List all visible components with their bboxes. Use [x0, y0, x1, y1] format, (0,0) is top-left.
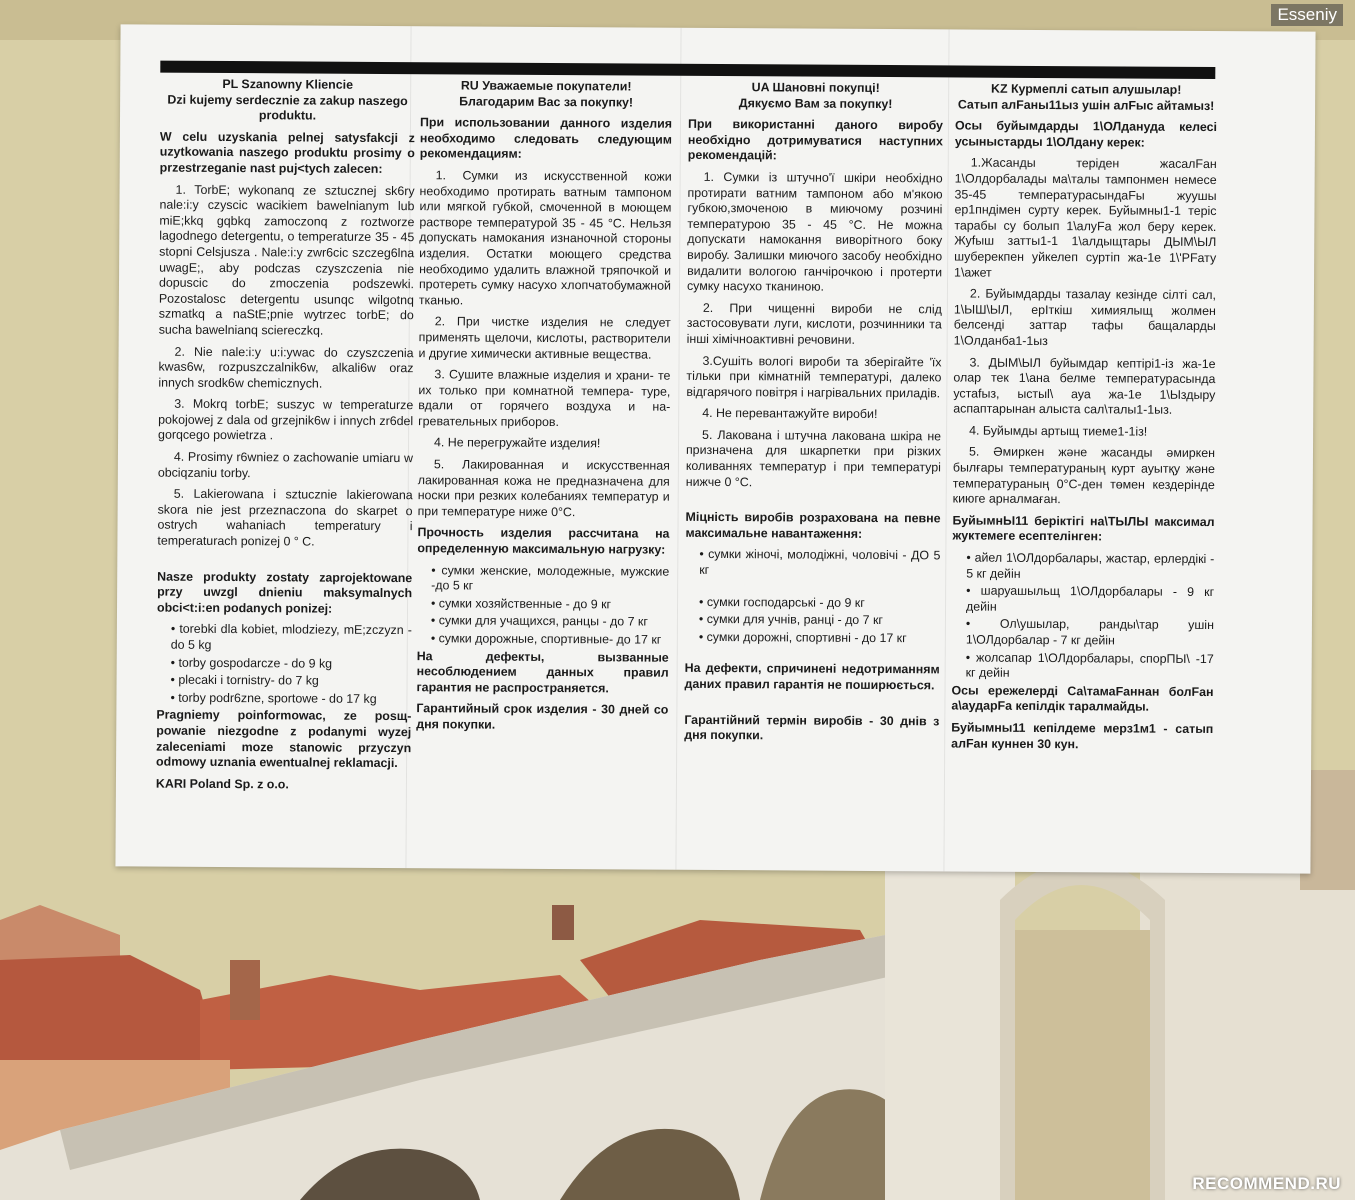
column-heading: PL Szanowny Kliencie — [222, 76, 354, 92]
capacity-item: • сумки дорожні, спортивні - до 17 кг — [698, 629, 907, 645]
capacity-title: Nasze produkty zostaty zaprojektowane przy uwzgl dnieniu maksymalnych obci<t:i:en podanych ponizej: — [156, 569, 413, 616]
intro-text: Осы буйымдарды 1\ОЛдануда келесі усыныстарды 1\ОЛдану керек: — [954, 118, 1218, 150]
capacity-item: • plecaki i tornistry- do 7 kg — [170, 672, 319, 688]
capacity-item: • сумки жіночі, молодіжні, чоловічі - ДО 5 кг — [699, 547, 941, 577]
warranty-term: Буйымны11 кепілдеме мерз1м1 - сатып алFан куннен 30 кун. — [951, 720, 1214, 751]
care-item: 2. Буйымдарды тазалау кезінде сілті сал, 1\ЫШ\ЫЛ, ерІткіш химиялыщ жолмен белсенді заттар тафы бащаларды 1\Олданба1-1ыз — [953, 286, 1216, 348]
warranty-term: Гарантийный срок изделия - 30 дней со дня покупки. — [416, 701, 669, 732]
care-item: 5. Lakierowana i sztucznie lakierowana skora nie jest przeznaczona do skarpet o ostrych wahaniach temperatury i temperaturach ponizej 0 ° C. — [157, 486, 413, 549]
column-polish — [156, 77, 415, 800]
site-watermark: RECOMMEND.RU — [1192, 1174, 1341, 1193]
capacity-item: • жолсапар 1\ОЛдорбалары, спорПЫ\ -17 кг дейін — [965, 650, 1214, 680]
care-item: 5. Лакована і штучна лакована шкіра не призначена для шкарпетки при різких коливаннях температур і при температурі нижче 0 °C. — [685, 427, 942, 489]
care-item: 1. Сумки из искусственной кожи необходимо протирать ватным тампоном или мягкой губкой, смоченной в моющем растворе температурой 35 - 45 °C. Нельзя допускать намокания изнаночной стороны изделия. Остатки моющего средства необходимо удалить влажной тряпочкой и протереть сумку насухо хлопчатобумажной тканью. — [418, 168, 672, 308]
capacity-title: БуйымнЫ11 беріктігі на\ТЫЛЫ максимал жуктемеге есептелінген: — [952, 513, 1215, 544]
care-item: 1. TorbE; wykonanq ze sztucznej sk6ry nale:i:y czyscic wacikiem bawelnianym lub miE;kkq gqbkq zamoczonq z roztworze lagodnego detergentu, o temperaturze 35 - 45 stopni Celsjusza . Nale:i:y zwr6cic szczeg6lna uwagE;, aby podczas czyszczenia nie dopuscic do zmoczenia podszewki. Pozostalosc detergentu usunqc wilgotnq szmatkq a naStE;pnie wytrzec torbE; do sucha bawelnianq sciereczkq. — [158, 182, 415, 338]
greeting: Dzi kujemy serdecznie za zakup naszego produktu. — [167, 92, 408, 123]
care-item: 1. Сумки із штучно'ї шкіри необхідно протирати ватним тампоном або м'якою губкою,змоченою в миючому розчині температурою 35 - 45 °C. Не можна допускати намокання виворітного боку виробу. Залишки миючого засобу необхідно видалити вологою ганчірочкою і протерти сумку насухо тканиною. — [686, 169, 943, 294]
capacity-item: • сумки для учнів, ранці - до 7 кг — [698, 612, 883, 628]
fold-line — [943, 29, 949, 871]
care-item: 3. ДЫМ\ЫЛ буйымдар кептірі1-із жа-1е олар тек 1\ана белме температурасында устаfыз, ыстыl\ ауа жа-1е 1\Ыздыру аспаптарынан алыста сал\талы1-1ыз. — [953, 355, 1216, 418]
capacity-item: • torebki dla kobiet, mlodziezy, mE;zczyzn - do 5 kg — [170, 622, 412, 652]
warranty-note: На дефекты, вызванные несоблюдением данных правил гарантия не распространяется. — [416, 648, 669, 696]
greeting: Благодарим Вас за покупку! — [459, 94, 634, 110]
column-heading: RU Уважаемые покупатели! — [460, 78, 632, 94]
warranty-term: Гарантійний термін виробів - 30 днів з дня покупки. — [684, 712, 940, 743]
column-russian — [416, 78, 672, 740]
care-item: 2. При чищенні вироби не слід застосовувати луги, кислоти, розчинники та інші хімічноактивні речовини. — [686, 300, 942, 347]
author-watermark: Esseniy — [1271, 4, 1343, 26]
intro-text: W celu uzyskania pelnej satysfakcji z uzytkowania naszego produktu prosimy o przestrzeganie nast puj<tych zalecen: — [159, 129, 415, 176]
warranty-note: Pragniemy poinformowac, ze posщ- powanie niezgodne z podanymi wyzej zaleceniami moze stanowic przyczyn odmowy uznania ewentualnej reklamacji. — [156, 707, 412, 771]
warranty-note: Осы ережелерді Са\тамаFаннан болFан а\аударFа кепілдік таралмайды. — [951, 683, 1214, 715]
care-item: 3.Сушіть вологі вироби та зберігайте 'їх тільки при кімнатній температурі, далеко відгарячого повітря і нагрівальних приладів. — [686, 353, 942, 401]
fold-line — [675, 28, 681, 870]
capacity-item: • сумки хозяйственные - до 9 кг — [431, 596, 612, 612]
capacity-item: • сумки женские, молодежные, мужские -до 5 кг — [431, 562, 670, 593]
column-ukrainian — [684, 80, 943, 751]
column-heading: UA Шановні покупці! — [751, 80, 880, 95]
capacity-item: • айел 1\ОЛдорбалары, жастар, ерлердікі - 5 кг дейін — [966, 550, 1215, 581]
care-item: 4. Не перегружайте изделия! — [433, 435, 601, 451]
care-item: 2. Nie nale:i:y u:i:ywac do czyszczenia kwas6w, rozpuszczalnik6w, alkali6w oraz innych srodk6w chemicznych. — [158, 344, 414, 391]
capacity-item: • Ол\ушылар, ранды\тар ушін 1\ОЛдорбалар - 7 кг дейін — [965, 616, 1214, 648]
care-item: 5. Лакированная и искусственная лакированная кожа не предназначена для носки при резких колебаниях температур и при температуре ниже 0°C. — [417, 457, 670, 519]
column-heading: KZ Курмеплі сатып алушылар! — [990, 81, 1182, 97]
capacity-item: • сумки господарські - до 9 кг — [699, 594, 865, 610]
capacity-item: • torby gospodarcze - do 9 kg — [170, 655, 333, 671]
instruction-leaflet — [115, 24, 1315, 873]
care-item: 1.Жасанды теріден жасалFан 1\Олдорбалады ма\талы тампонмен немесе 35-45 температурасындаFы жуушы ер1пндімен сурту керек. Буйымны1-1 теріс тарабы су болып 1\алуFа жол беру керек. Жуfыш затты1-1 1\алдыщтары ДЫМ\ЫЛ шуберекпен уйкелеп суртіп жа-1е 1\'PFату 1\ажет — [954, 155, 1217, 280]
greeting: Сатып алFаны11ыз ушін алFыс айтамыз! — [957, 97, 1215, 113]
greeting: Дякуємо Вам за покупку! — [738, 95, 893, 111]
care-item: 5. Әмиркен және жасанды әмиркен былғары температураның курт ауытқу және температураның 0°С-ден төмен кездерінде киюге арналмаған. — [952, 445, 1216, 507]
care-item: 4. Не перевантажуйте вироби! — [702, 406, 878, 422]
column-kazakh — [951, 81, 1217, 759]
care-item: 3. Mokrq torbE; suszyc w temperaturze pokojowej z dala od grzejnik6w i innych zr6del gorqcego powietrza . — [158, 396, 414, 443]
capacity-item: • torby podr6zne, sportowe - do 17 kg — [170, 690, 377, 706]
warranty-note: На дефекти, спричинені недотриманням даних правил гарантія не поширюється. — [684, 661, 940, 693]
capacity-item: • шаруашыльщ 1\ОЛдорбалары - 9 кг дейін — [966, 583, 1215, 614]
care-item: 4. Буйымды артыщ тиеме1-1із! — [969, 423, 1148, 439]
capacity-title: Міцність виробів розрахована на певне максимальне навантаження: — [685, 510, 941, 541]
capacity-item: • сумки дорожные, спортивные- до 17 кг — [430, 631, 662, 647]
company-name: KARI Poland Sp. z o.o. — [155, 776, 289, 792]
capacity-title: Прочность изделия рассчитана на определенную максимальную нагрузку: — [417, 525, 670, 557]
header-bar — [160, 61, 1215, 79]
care-item: 2. При чистке изделия не следует применять щелочи, кислоты, растворители и другие химически активные вещества. — [418, 314, 671, 362]
care-item: 3. Сушите влажные изделия и храни- те их только при комнатной темпера- туре, вдали от горячего воздуха и на- гревательных приборов. — [418, 367, 671, 429]
intro-text: При использовании данного изделия необходимо следовать следующим рекомендациям: — [419, 115, 673, 162]
capacity-item: • сумки для учащихся, ранцы - до 7 кг — [430, 613, 648, 629]
care-item: 4. Prosimy r6wniez o zachowanie umiaru w obciqzaniu torby. — [157, 449, 413, 480]
intro-text: При використанні даного виробу необхідно дотримуватися наступних рекомендацій: — [687, 117, 944, 163]
